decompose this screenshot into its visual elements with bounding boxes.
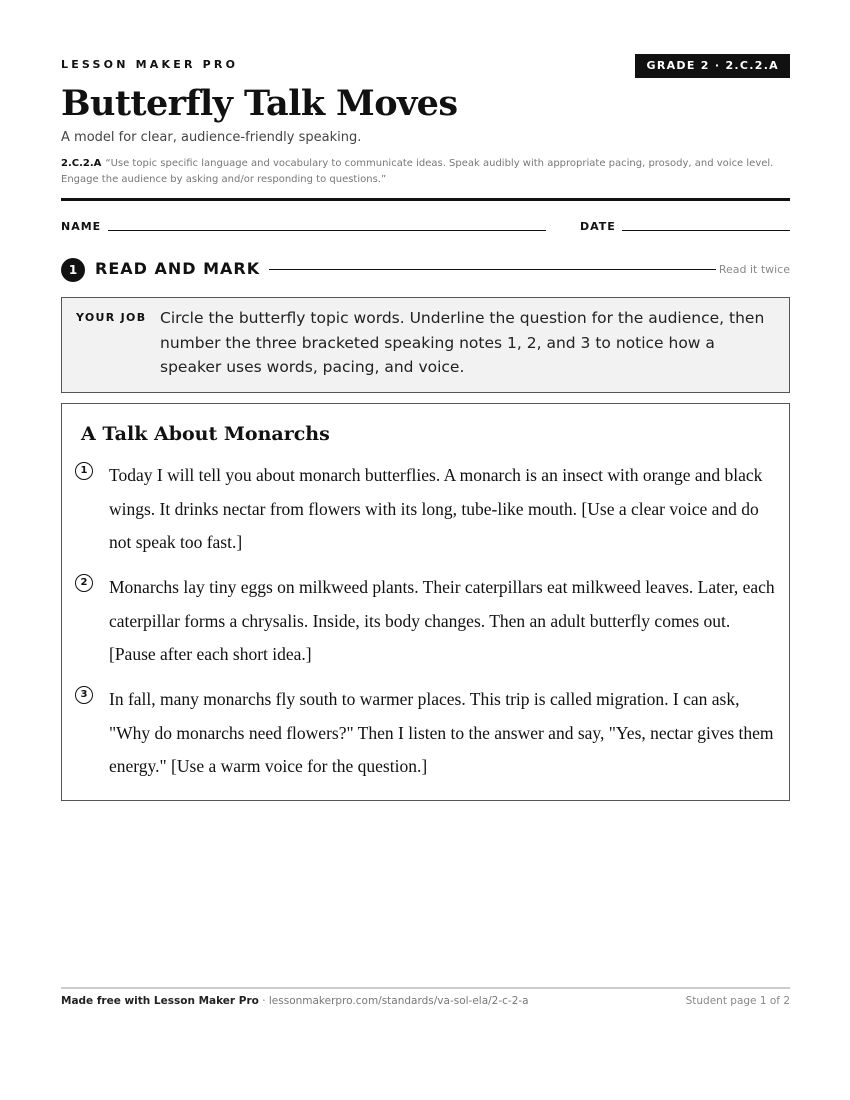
your-job-box — [61, 297, 790, 393]
header-divider — [61, 198, 790, 201]
footer-url[interactable]: lessonmakerpro.com/standards/va-sol-ela/2-c-2-a — [268, 995, 529, 1007]
section-rule — [269, 269, 716, 270]
date-field[interactable] — [622, 230, 790, 231]
paragraph-number-badge: 3 — [75, 686, 93, 704]
standard-code: 2.C.2.A — [61, 158, 102, 169]
section-note: Read it twice — [718, 263, 790, 276]
your-job-instructions: Circle the butterfly topic words. Underline the question for the audience, then number the three bracketed speaking notes 1, 2, and 3 to notice how a speaker uses words, pacing, and voice. — [160, 309, 765, 376]
passage-title: A Talk About Monarchs — [81, 423, 330, 445]
section-header — [61, 257, 790, 283]
paragraph-text: Monarchs lay tiny eggs on milkweed plants. Their caterpillars eat milkweed leaves. Later, each caterpillar forms a chrysalis. Inside, its body changes. Then an adult butterfly comes out. [Pause after each short idea.] — [109, 577, 775, 664]
date-label: DATE — [580, 220, 616, 233]
footer-page-info: Student page 1 of 2 — [685, 995, 790, 1007]
brand-name: LESSON MAKER PRO — [61, 58, 239, 71]
your-job-label: YOUR JOB — [76, 311, 147, 324]
footer-credit — [61, 995, 529, 1007]
name-field[interactable] — [108, 230, 546, 231]
paragraph-text: Today I will tell you about monarch butterflies. A monarch is an insect with orange and black wings. It drinks nectar from flowers with its long, tube-like mouth. [Use a clear voice and do not speak too fast.] — [109, 465, 763, 552]
section-number-badge: 1 — [61, 258, 85, 282]
section-title: READ AND MARK — [95, 259, 261, 278]
standard-text: “Use topic specific language and vocabulary to communicate ideas. Speak audibly with appropriate pacing, prosody, and voice level. Engage the audience by asking and/or responding to questions.” — [61, 158, 774, 185]
grade-badge: GRADE 2 · 2.C.2.A — [635, 54, 790, 78]
paragraph-text: In fall, many monarchs fly south to warmer places. This trip is called migration. I can ask, "Why do monarchs need flowers?" Then I listen to the answer and say, "Yes, nectar gives them energy." [Use a warm voice for the question.] — [109, 689, 774, 776]
name-date-row — [61, 219, 790, 235]
footer-separator: · — [258, 995, 269, 1007]
page-title: Butterfly Talk Moves — [61, 83, 458, 124]
passage-box — [61, 403, 790, 801]
footer-divider — [61, 987, 790, 989]
standard-statement — [61, 156, 790, 188]
paragraph-number-badge: 1 — [75, 462, 93, 480]
paragraph-number-badge: 2 — [75, 574, 93, 592]
name-label: NAME — [61, 220, 102, 233]
page-subtitle: A model for clear, audience-friendly speaking. — [61, 130, 362, 145]
footer-made-with: Made free with Lesson Maker Pro — [61, 995, 259, 1007]
worksheet-page — [61, 0, 790, 1100]
